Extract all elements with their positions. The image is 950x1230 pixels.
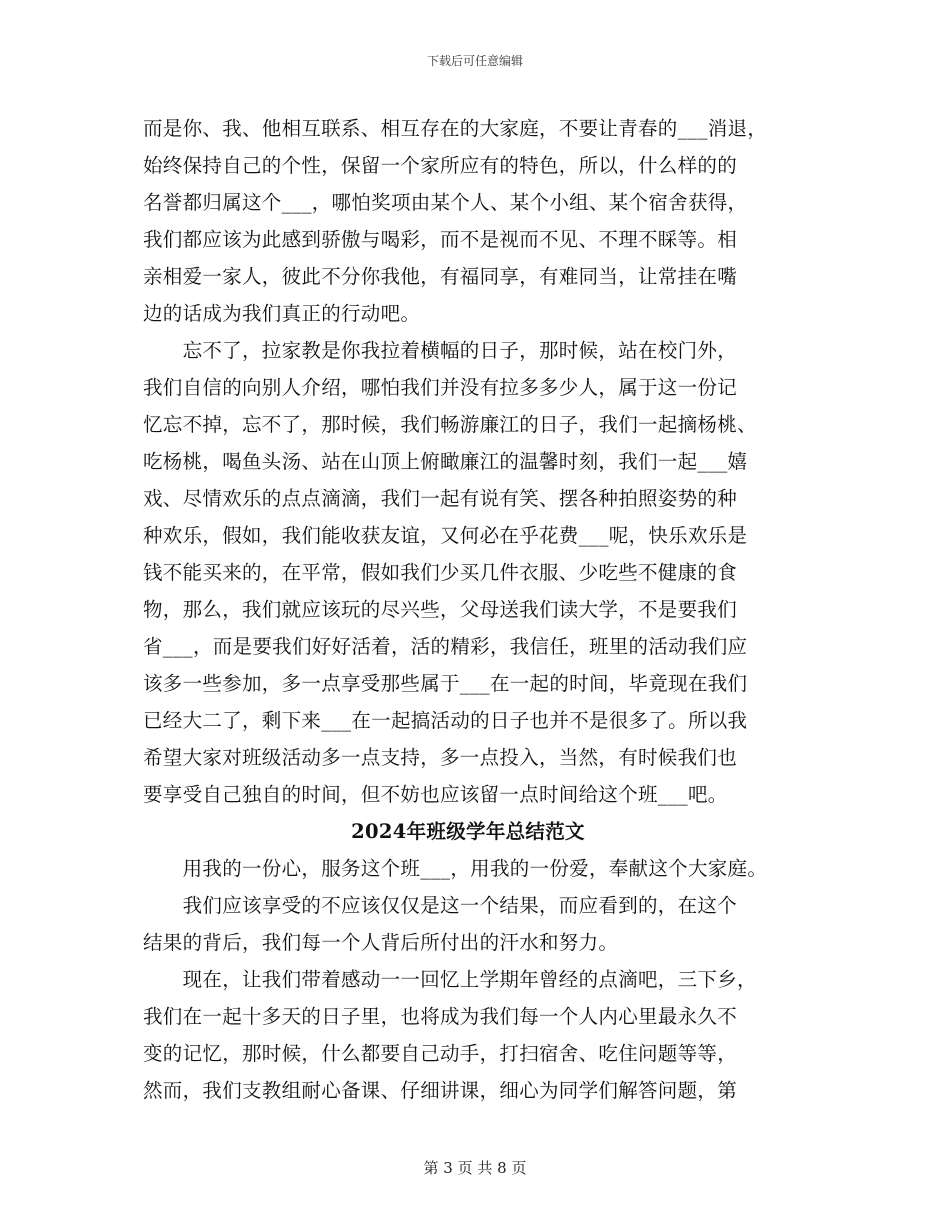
text-line: 我们在一起十多天的日子里，也将成为我们每一个人内心里最永久不 xyxy=(143,1005,738,1028)
text-line: 然而，我们支教组耐心备课、仔细讲课，细心为同学们解答问题，第 xyxy=(143,1079,738,1102)
text-line: 我们自信的向别人介绍，哪怕我们并没有拉多多少人，属于这一份记 xyxy=(143,376,738,399)
text-line: 忆忘不掉，忘不了，那时候，我们畅游廉江的日子，我们一起摘杨桃、 xyxy=(143,413,757,436)
text-line: 我们都应该为此感到骄傲与喝彩，而不是视而不见、不理不睬等。相 xyxy=(143,228,738,251)
text-line: 钱不能买来的，在平常，假如我们少买几件衣服、少吃些不健康的食 xyxy=(143,561,738,584)
text-line: 省___，而是要我们好好活着，活的精彩，我信任，班里的活动我们应 xyxy=(143,635,748,658)
text-line: 边的话成为我们真正的行动吧。 xyxy=(143,302,421,325)
text-line: 始终保持自己的个性，保留一个家所应有的特色，所以，什么样的的 xyxy=(143,154,738,177)
page-header: 下载后可任意编辑 xyxy=(426,54,523,68)
text-line: 该多一些参加，多一点享受那些属于___在一起的时间，毕竟现在我们 xyxy=(143,672,748,695)
text-line: 而是你、我、他相互联系、相互存在的大家庭，不要让青春的___消退， xyxy=(143,117,768,140)
text-line: 用我的一份心，服务这个班___，用我的一份爱，奉献这个大家庭。 xyxy=(143,857,768,880)
text-line: 现在，让我们带着感动一一回忆上学期年曾经的点滴吧，三下乡， xyxy=(143,968,757,991)
text-line: 物，那么，我们就应该玩的尽兴些，父母送我们读大学，不是要我们 xyxy=(143,598,738,621)
text-line: 种欢乐，假如，我们能收获友谊，又何必在乎花费___呢，快乐欢乐是 xyxy=(143,524,748,547)
text-line: 要享受自己独自的时间，但不妨也应该留一点时间给这个班___吧。 xyxy=(143,783,728,806)
text-line: 亲相爱一家人，彼此不分你我他，有福同享，有难同当，让常挂在嘴 xyxy=(143,265,738,288)
document-body xyxy=(143,110,833,1109)
text-line: 变的记忆，那时候，什么都要自己动手，打扫宿舍、吃住问题等等， xyxy=(143,1042,738,1065)
text-line: 我们应该享受的不应该仅仅是这一个结果，而应看到的，在这个 xyxy=(143,894,738,917)
text-line: 吃杨桃，喝鱼头汤、站在山顶上俯瞰廉江的温馨时刻，我们一起___嬉 xyxy=(143,450,748,473)
text-line: 已经大二了，剩下来___在一起搞活动的日子也并不是很多了。所以我 xyxy=(143,709,748,732)
section-title: 2024年班级学年总结范文 xyxy=(351,820,585,843)
text-line: 希望大家对班级活动多一点支持，多一点投入，当然，有时候我们也 xyxy=(143,746,738,769)
text-line: 结果的背后，我们每一个人背后所付出的汗水和努力。 xyxy=(143,931,619,954)
text-line: 忘不了，拉家教是你我拉着横幅的日子，那时候，站在校门外， xyxy=(143,339,738,362)
text-line: 名誉都归属这个___，哪怕奖项由某个人、某个小组、某个宿舍获得， xyxy=(143,191,748,214)
page-footer: 第 3 页 共 8 页 xyxy=(423,1159,527,1177)
text-line: 戏、尽情欢乐的点点滴滴，我们一起有说有笑、摆各种拍照姿势的种 xyxy=(143,487,738,510)
